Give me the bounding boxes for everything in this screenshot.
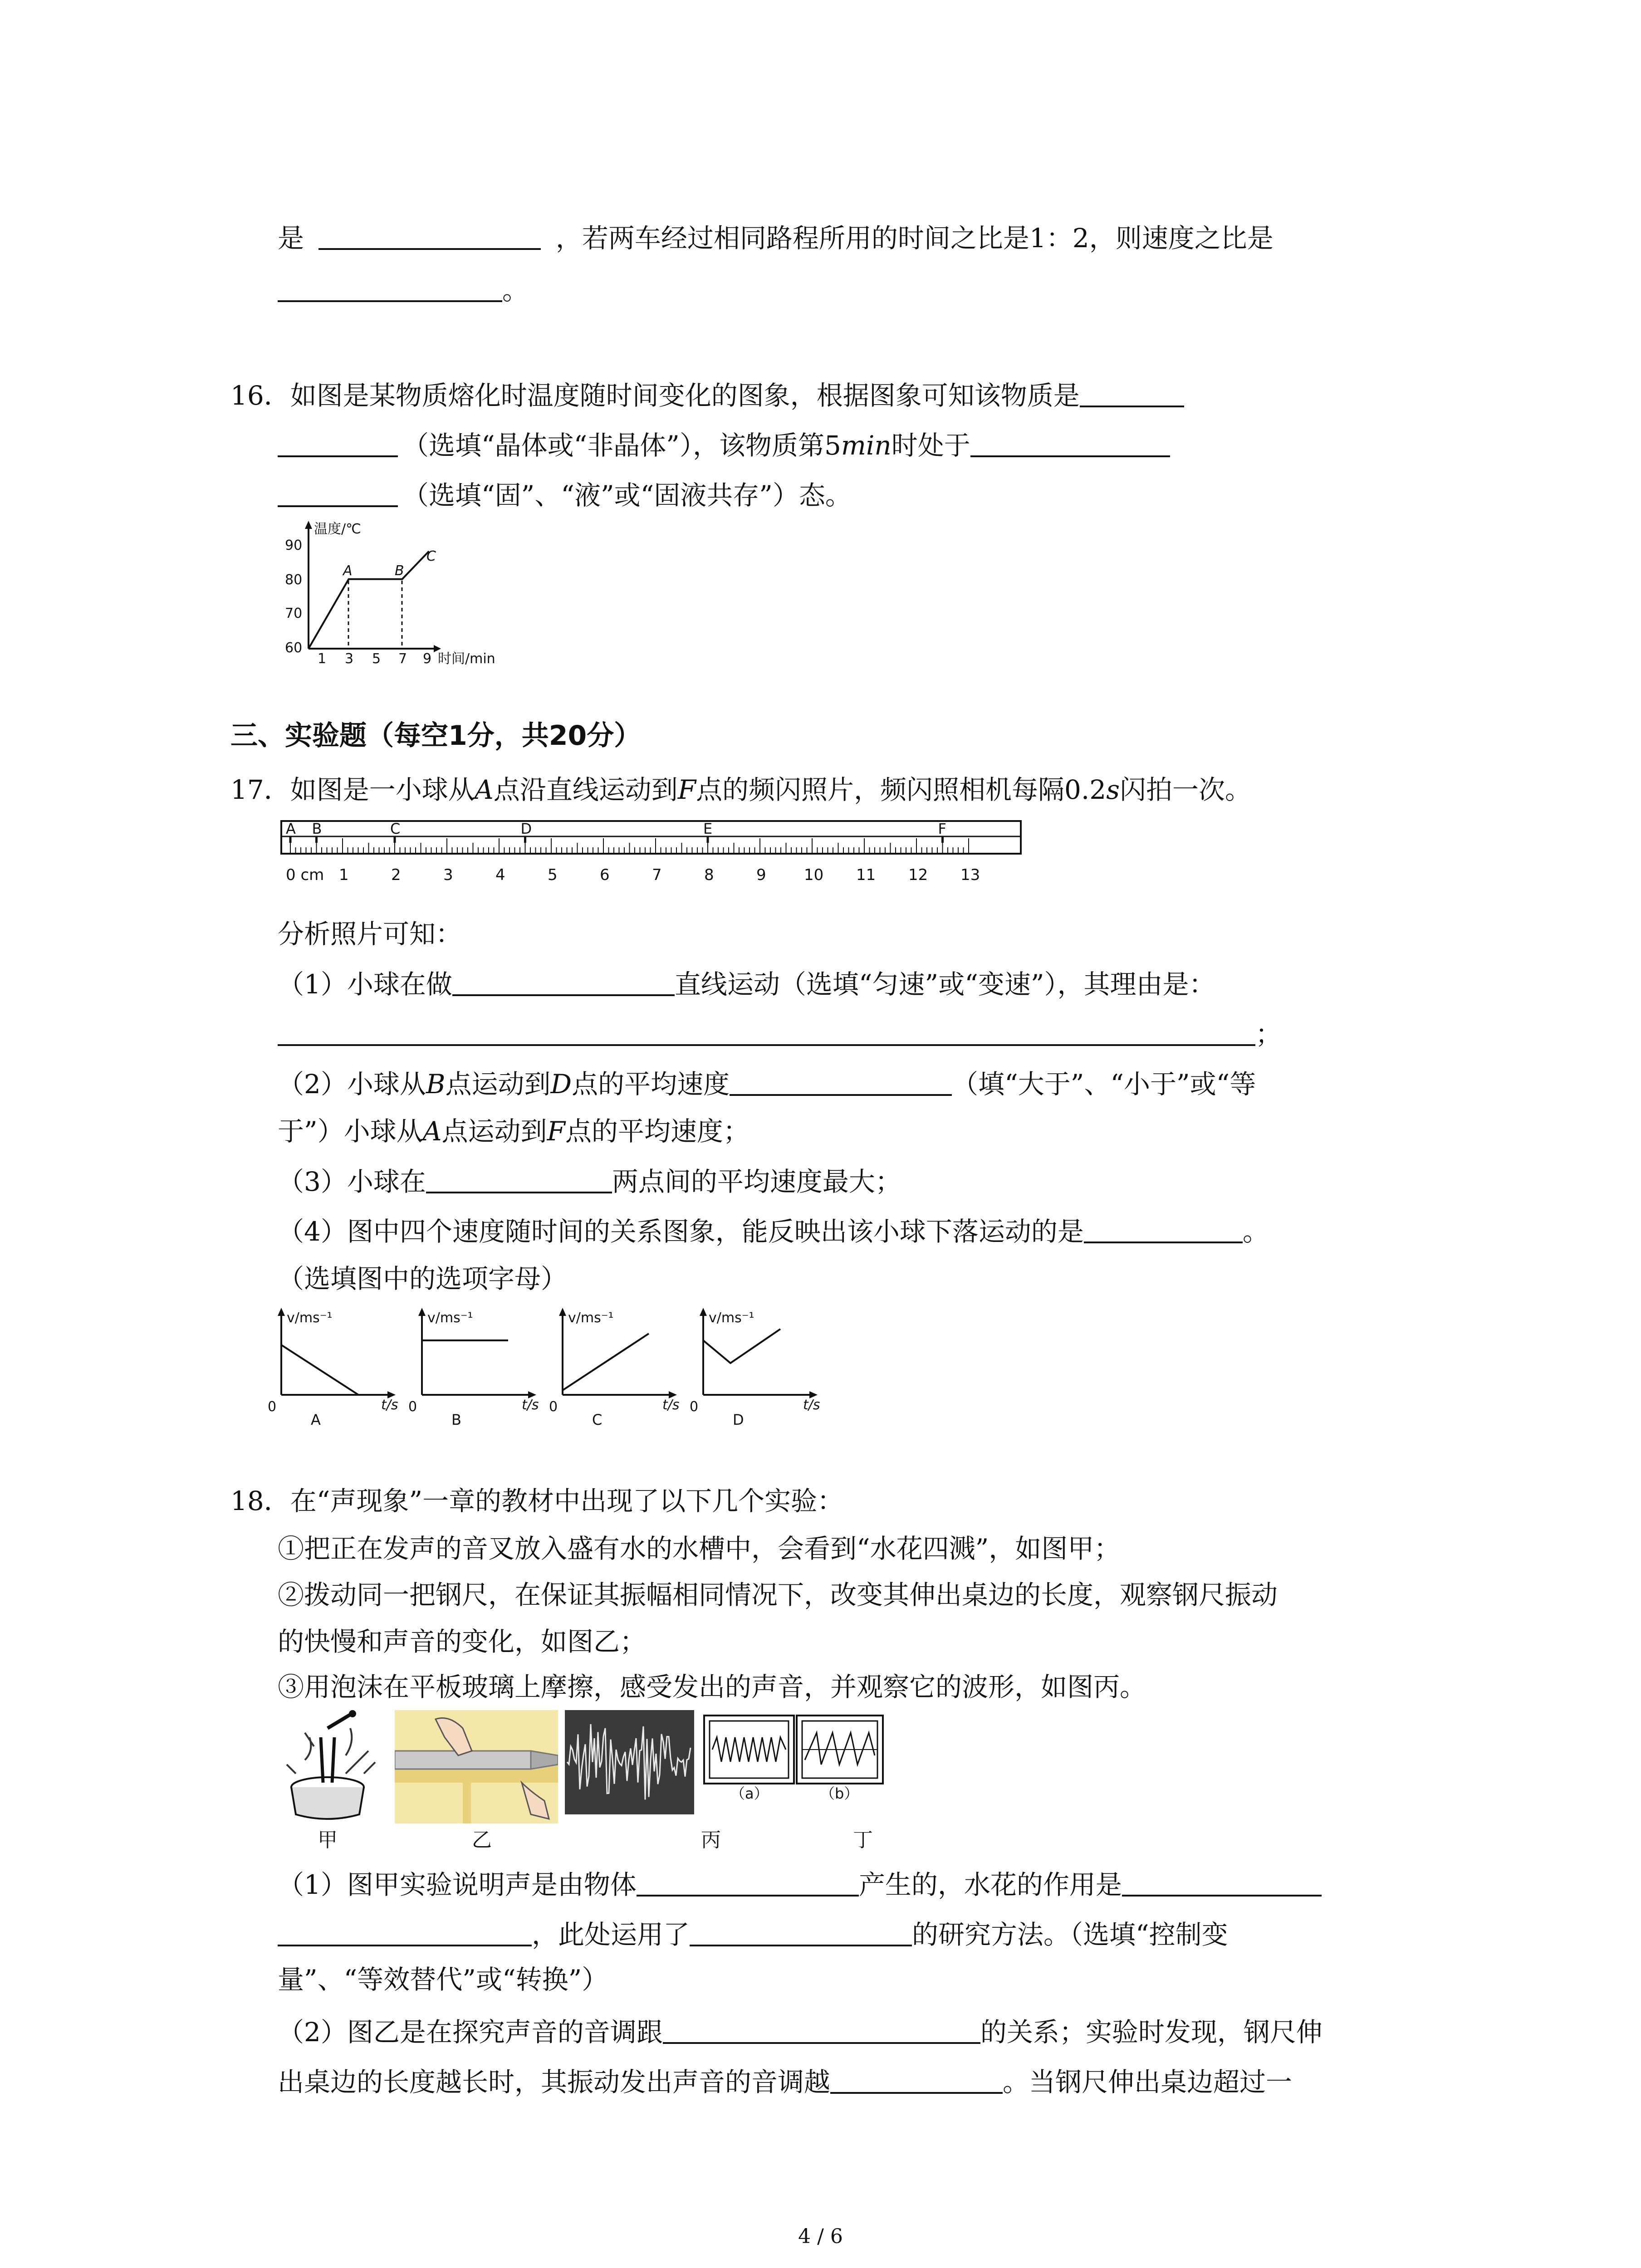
x-tick-label: 7 bbox=[398, 651, 407, 667]
q18-p1-text: ，此处运用了 bbox=[532, 1919, 690, 1950]
y-tick-label: 60 bbox=[285, 640, 303, 656]
vt-xlabel: t/s bbox=[803, 1397, 820, 1413]
vt-ylabel: v/ms⁻¹ bbox=[568, 1310, 614, 1326]
var-A: A bbox=[474, 774, 494, 805]
q18-part2 bbox=[278, 2017, 1323, 2048]
vt-graphs bbox=[268, 1297, 862, 1440]
q18-p2-text: 。当钢尺伸出桌边超过一 bbox=[1003, 2067, 1293, 2097]
q18-part1-cont bbox=[278, 1921, 1228, 1948]
fig-label-jia: 甲 bbox=[318, 1828, 338, 1852]
vt-ylabel: v/ms⁻¹ bbox=[709, 1310, 754, 1326]
q17-part2-cont bbox=[278, 1116, 749, 1147]
vt-option-letter: C bbox=[592, 1411, 603, 1428]
var-A: A bbox=[422, 1116, 442, 1147]
q18-part2-cont bbox=[278, 2068, 1292, 2095]
answer-blank[interactable] bbox=[278, 277, 502, 302]
answer-blank[interactable] bbox=[278, 1921, 532, 1946]
ruler-photo bbox=[272, 816, 1025, 923]
y-tick-label: 80 bbox=[285, 572, 303, 588]
ruler-tick-label: 8 bbox=[704, 866, 714, 884]
q15-text-a: 是 bbox=[278, 223, 304, 254]
waveform-photo-figure bbox=[565, 1710, 694, 1814]
q18-p1-text: 产生的，水花的作用是 bbox=[858, 1869, 1122, 1900]
q17-line1 bbox=[230, 774, 1251, 805]
q16-unit: min bbox=[841, 430, 892, 461]
y-axis-arrow bbox=[700, 1308, 707, 1316]
vt-xlabel: t/s bbox=[381, 1397, 398, 1413]
q16-stem: 16．如图是某物质熔化时温度随时间变化的图象，根据图象可知该物质是 bbox=[230, 380, 1080, 411]
oscilloscope-figure bbox=[703, 1715, 885, 1801]
ruler-tick-label: 5 bbox=[548, 866, 558, 884]
q18-p1-text: 的研究方法。（选填“控制变 bbox=[912, 1919, 1228, 1950]
fig-label-bing: 丙 bbox=[701, 1828, 721, 1852]
q15-line1 bbox=[278, 223, 1274, 254]
answer-blank[interactable] bbox=[1080, 382, 1184, 407]
x-tick-label: 9 bbox=[423, 651, 432, 667]
q16-line3 bbox=[278, 480, 852, 511]
ding-sub-label: （b） bbox=[820, 1785, 859, 1801]
y-tick-label: 90 bbox=[285, 538, 303, 553]
q17-part1 bbox=[278, 969, 1215, 1000]
x-tick-label: 5 bbox=[372, 651, 381, 667]
answer-blank[interactable] bbox=[278, 432, 398, 457]
q17-text: 点的频闪照片，频闪照相机每隔0.2 bbox=[696, 774, 1107, 805]
melting-graph bbox=[259, 517, 522, 678]
page-number: 4 / 6 bbox=[798, 2225, 843, 2248]
answer-blank[interactable] bbox=[1122, 1871, 1322, 1897]
q16-line2 bbox=[278, 432, 1170, 459]
x-tick-label: 3 bbox=[345, 651, 354, 667]
q17-p1-text: （1）小球在做 bbox=[278, 969, 452, 1000]
ruler-tick-label: 0 cm bbox=[286, 866, 324, 884]
vt-origin: 0 bbox=[408, 1399, 417, 1415]
ruler-tick-label: 10 bbox=[804, 866, 824, 884]
point-label: C bbox=[426, 548, 436, 564]
q17-p3-text: （3）小球在 bbox=[278, 1166, 426, 1197]
y-tick-label: 70 bbox=[285, 606, 303, 621]
q17-p2-text: （2）小球从 bbox=[278, 1069, 426, 1100]
q17-p2-text: 点运动到 bbox=[441, 1116, 547, 1147]
q18-line2: ①把正在发声的音叉放入盛有水的水槽中，会看到“水花四溅”，如图甲； bbox=[278, 1533, 1121, 1564]
q17-text: 17．如图是一小球从 bbox=[230, 774, 475, 805]
steel-ruler-figure bbox=[395, 1710, 558, 1823]
q17-p4-text: 。 bbox=[1242, 1216, 1269, 1247]
y-axis-arrow bbox=[418, 1308, 426, 1316]
q18-p1-text: （1）图甲实验说明声是由物体 bbox=[278, 1869, 637, 1900]
ruler-tick-label: 6 bbox=[600, 866, 610, 884]
q18-p2-text: （2）图乙是在探究声音的音调跟 bbox=[278, 2017, 663, 2048]
ball-label: F bbox=[938, 820, 946, 837]
vt-origin: 0 bbox=[268, 1399, 277, 1415]
ball-label: C bbox=[390, 820, 401, 837]
ruler-tick-label: 9 bbox=[756, 866, 766, 884]
var-B: B bbox=[426, 1069, 446, 1100]
q17-part2 bbox=[278, 1069, 1256, 1100]
answer-blank[interactable] bbox=[730, 1070, 952, 1096]
melting-curve bbox=[309, 551, 429, 649]
fig-label-yi: 乙 bbox=[472, 1828, 492, 1852]
q18-line4: 的快慢和声音的变化，如图乙； bbox=[278, 1626, 647, 1657]
q15-text-end: 。 bbox=[502, 275, 529, 306]
q17-part3 bbox=[278, 1168, 901, 1195]
y-axis-arrow bbox=[278, 1308, 285, 1316]
tuning-fork-water-figure bbox=[278, 1710, 387, 1823]
ball-label: D bbox=[520, 820, 532, 837]
ding-sub-label: （a） bbox=[730, 1785, 769, 1801]
answer-blank[interactable] bbox=[1084, 1218, 1243, 1243]
answer-blank[interactable] bbox=[970, 432, 1170, 457]
q17-p4-text: （4）图中四个速度随时间的关系图象，能反映出该小球下落运动的是 bbox=[278, 1216, 1084, 1247]
answer-blank[interactable] bbox=[830, 2068, 1003, 2094]
q17-text: 点沿直线运动到 bbox=[493, 774, 678, 805]
vt-curve bbox=[703, 1329, 780, 1363]
vt-ylabel: v/ms⁻¹ bbox=[427, 1310, 473, 1326]
q18-line1: 18．在“声现象”一章的教材中出现了以下几个实验： bbox=[230, 1486, 844, 1516]
ruler-tick-label: 1 bbox=[339, 866, 349, 884]
q18-p2-text: 的关系；实验时发现，钢尺伸 bbox=[980, 2017, 1323, 2048]
q18-line5: ③用泡沫在平板玻璃上摩擦，感受发出的声音，并观察它的波形，如图丙。 bbox=[278, 1672, 1146, 1702]
vt-curve bbox=[563, 1334, 649, 1390]
vt-option-letter: B bbox=[451, 1411, 461, 1428]
vt-xlabel: t/s bbox=[662, 1397, 680, 1413]
y-axis-label: 温度/℃ bbox=[314, 521, 361, 537]
section-title: 三、实验题（每空1分，共20分） bbox=[230, 720, 642, 752]
q18-part1 bbox=[278, 1871, 1322, 1898]
vt-xlabel: t/s bbox=[522, 1397, 539, 1413]
answer-blank[interactable] bbox=[663, 2019, 980, 2044]
ball-label: B bbox=[312, 820, 322, 837]
x-axis-label: 时间/min bbox=[438, 651, 495, 667]
vt-origin: 0 bbox=[690, 1399, 699, 1415]
q17-part4-hint: （选填图中的选项字母） bbox=[278, 1263, 568, 1294]
q17-analysis: 分析照片可知： bbox=[278, 919, 462, 949]
q17-p1-text: 直线运动（选填“匀速”或“变速”），其理由是： bbox=[674, 969, 1215, 1000]
var-F: F bbox=[547, 1116, 565, 1147]
answer-blank[interactable] bbox=[278, 1021, 1255, 1046]
q17-p2-text: 点的平均速度； bbox=[565, 1116, 749, 1147]
var-F: F bbox=[677, 774, 696, 805]
x-tick-label: 1 bbox=[318, 651, 327, 667]
answer-blank[interactable] bbox=[452, 971, 675, 996]
vt-curve bbox=[281, 1345, 358, 1395]
var-D: D bbox=[550, 1069, 572, 1100]
ruler-tick-label: 11 bbox=[856, 866, 876, 884]
q18-part1-hint: 量”、“等效替代”或“转换”） bbox=[278, 1964, 608, 1995]
q17-part4 bbox=[278, 1218, 1269, 1245]
answer-blank[interactable] bbox=[690, 1921, 912, 1946]
ruler-tick-label: 2 bbox=[391, 866, 401, 884]
q17-p1-end: ； bbox=[1255, 1019, 1282, 1050]
vt-option-letter: A bbox=[311, 1411, 321, 1428]
q15-text-b: ，若两车经过相同路程所用的时间之比是1：2，则速度之比是 bbox=[555, 223, 1274, 254]
unit-s: s bbox=[1106, 774, 1120, 805]
q16-line1 bbox=[230, 382, 1184, 409]
q17-part1-reason bbox=[278, 1019, 1282, 1050]
vt-option-letter: D bbox=[733, 1411, 744, 1428]
ruler-tick-label: 7 bbox=[652, 866, 662, 884]
q16-text: （选填“晶体或“非晶体”），该物质第5 bbox=[402, 430, 841, 461]
point-label: B bbox=[395, 563, 404, 579]
ruler-tick-label: 12 bbox=[908, 866, 928, 884]
answer-blank[interactable] bbox=[426, 1168, 612, 1193]
q16-text-c: （选填“固”、“液”或“固液共存”）态。 bbox=[402, 480, 852, 511]
q17-text: 闪拍一次。 bbox=[1119, 774, 1251, 805]
vt-ylabel: v/ms⁻¹ bbox=[287, 1310, 333, 1326]
q16-text-b: 时处于 bbox=[891, 430, 970, 461]
answer-blank[interactable] bbox=[637, 1871, 859, 1897]
q18-p2-text: 出桌边的长度越长时，其振动发出声音的音调越 bbox=[278, 2067, 831, 2097]
fig-label-ding: 丁 bbox=[853, 1828, 873, 1852]
y-axis-arrow bbox=[559, 1308, 566, 1316]
q17-p2-text: 点运动到 bbox=[445, 1069, 551, 1100]
q17-p2-text: （填“大于”、“小于”或“等 bbox=[952, 1069, 1256, 1100]
q15-line2 bbox=[278, 275, 529, 306]
q17-p3-text: 两点间的平均速度最大； bbox=[612, 1166, 901, 1197]
q18-line3: ②拨动同一把钢尺，在保证其振幅相同情况下，改变其伸出桌边的长度，观察钢尺振动 bbox=[278, 1579, 1278, 1610]
q17-p2-text: 点的平均速度 bbox=[572, 1069, 730, 1100]
ruler-tick-label: 4 bbox=[495, 866, 505, 884]
q17-p2-text: 于”）小球从 bbox=[278, 1116, 423, 1147]
ball-label: E bbox=[703, 820, 713, 837]
ruler-tick-label: 13 bbox=[960, 866, 980, 884]
point-label: A bbox=[343, 563, 353, 579]
ball-label: A bbox=[286, 820, 296, 837]
answer-blank[interactable] bbox=[318, 225, 541, 250]
vt-origin: 0 bbox=[549, 1399, 558, 1415]
answer-blank[interactable] bbox=[278, 482, 398, 507]
ruler-tick-label: 3 bbox=[443, 866, 453, 884]
